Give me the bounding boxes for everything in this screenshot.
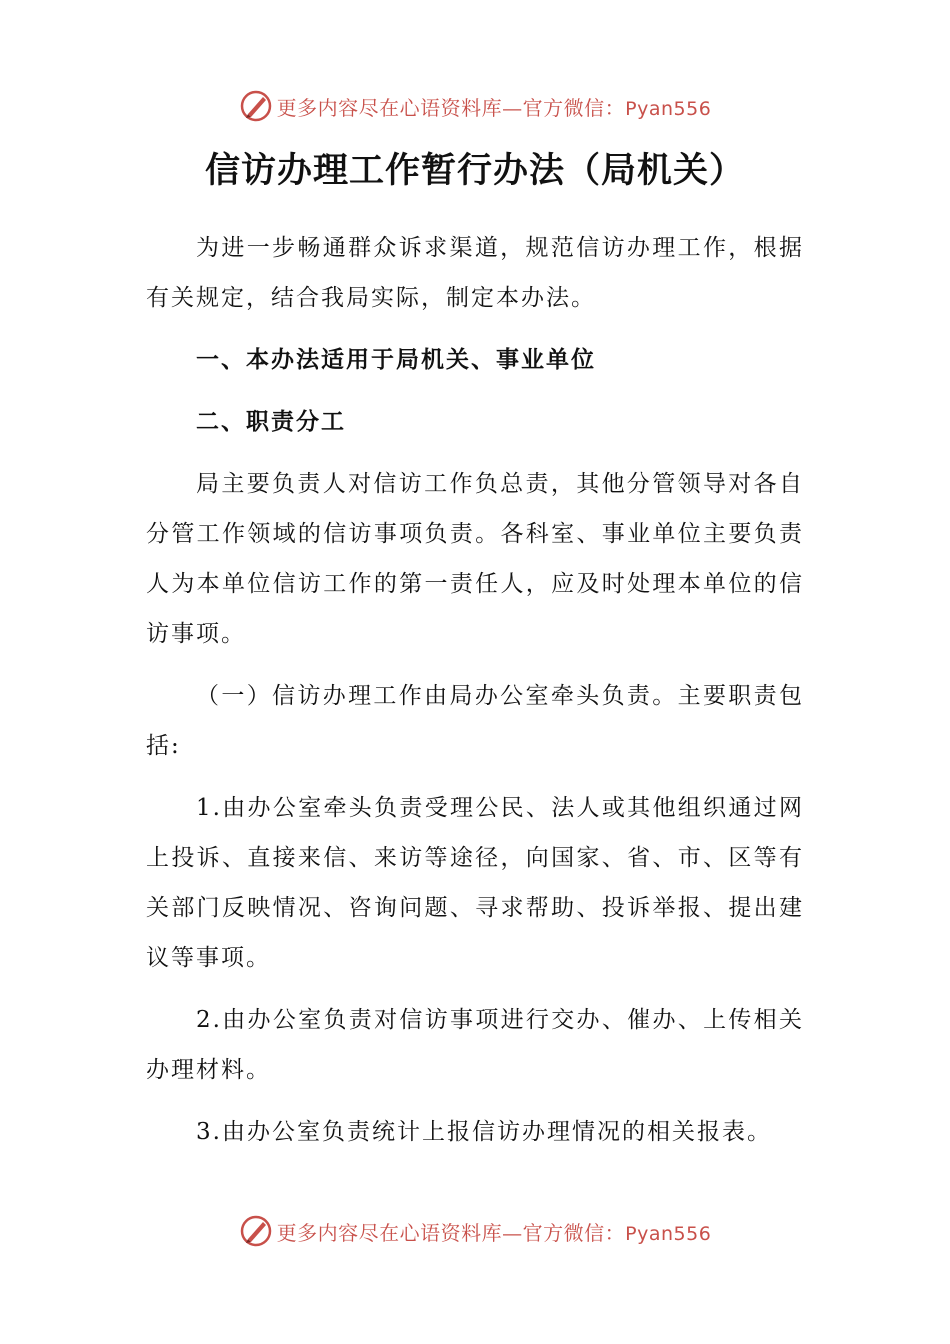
document-title: 信访办理工作暂行办法（局机关） bbox=[204, 150, 745, 191]
watermark-header bbox=[0, 86, 950, 126]
responsibility-paragraph: 局主要负责人对信访工作负总责，其他分管领导对各自分管工作领域的信访事项负责。各科室、事业单位主要负责人为本单位信访工作的第一责任人，应及时处理本单位的信访事项。 bbox=[146, 471, 804, 647]
document-body bbox=[146, 223, 804, 1169]
pen-logo-icon bbox=[239, 1214, 273, 1248]
intro-paragraph: 为进一步畅通群众诉求渠道，规范信访办理工作，根据有关规定，结合我局实际，制定本办法。 bbox=[146, 235, 804, 311]
duty-item-3: 3.由办公室负责统计上报信访办理情况的相关报表。 bbox=[196, 1119, 772, 1145]
watermark-footer bbox=[0, 1211, 950, 1251]
watermark-text: 更多内容尽在心语资料库—官方微信：Pyan556 bbox=[276, 95, 712, 120]
section-heading-duties: 二、职责分工 bbox=[196, 408, 346, 435]
duty-item-2: 2.由办公室负责对信访事项进行交办、催办、上传相关办理材料。 bbox=[146, 1007, 804, 1083]
pen-logo-icon bbox=[239, 89, 273, 123]
office-lead-paragraph: （一）信访办理工作由局办公室牵头负责。主要职责包括: bbox=[146, 683, 804, 759]
section-heading-scope: 一、本办法适用于局机关、事业单位 bbox=[196, 346, 596, 373]
watermark-text: 更多内容尽在心语资料库—官方微信：Pyan556 bbox=[276, 1220, 712, 1245]
duty-item-1: 1.由办公室牵头负责受理公民、法人或其他组织通过网上投诉、直接来信、来访等途径，向国家、省、市、区等有关部门反映情况、咨询问题、寻求帮助、投诉举报、提出建议等事项。 bbox=[146, 795, 804, 971]
